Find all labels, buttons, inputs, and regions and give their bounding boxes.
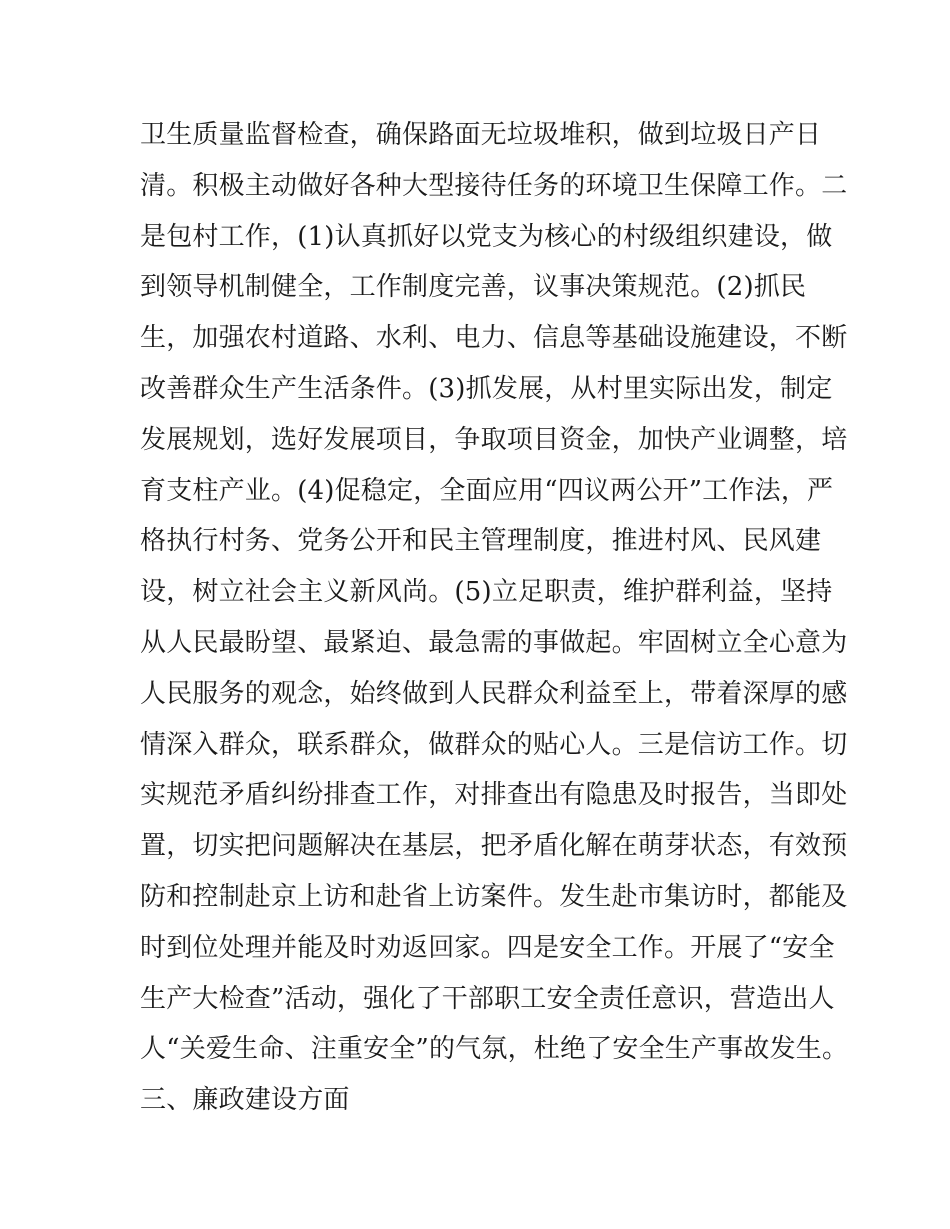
paragraph-line: 设，树立社会主义新风尚。(5)立足职责，维护群利益，坚持: [140, 577, 833, 608]
paragraph-line: 发展规划，选好发展项目，争取项目资金，加快产业调整，培: [140, 424, 848, 455]
paragraph-line: 是包村工作，(1)认真抓好以党支为核心的村级组织建设，做: [140, 221, 833, 252]
section-heading: 三、廉政建设方面: [140, 1085, 350, 1116]
paragraph-line: 生，加强农村道路、水利、电力、信息等基础设施建设，不断: [140, 323, 848, 354]
document-page: [140, 110, 849, 1126]
paragraph-line: 实规范矛盾纠纷排查工作，对排查出有隐患及时报告，当即处: [140, 780, 848, 811]
paragraph-line: 格执行村务、党务公开和民主管理制度，推进村风、民风建: [140, 526, 822, 557]
paragraph-line: 卫生质量监督检查，确保路面无垃圾堆积，做到垃圾日产日: [140, 120, 822, 150]
paragraph-line: 生产大检查”活动，强化了干部职工安全责任意识，营造出人: [140, 983, 835, 1014]
paragraph-line: 育支柱产业。(4)促稳定，全面应用“四议两公开”工作法，严: [140, 475, 834, 506]
paragraph-line: 防和控制赴京上访和赴省上访案件。发生赴市集访时，都能及: [140, 881, 848, 912]
paragraph-line: 人“关爱生命、注重安全”的气氛，杜绝了安全生产事故发生。: [140, 1034, 849, 1065]
paragraph-line: 从人民最盼望、最紧迫、最急需的事做起。牢固树立全心意为: [140, 627, 848, 658]
paragraph-line: 时到位处理并能及时劝返回家。四是安全工作。开展了“安全: [140, 932, 835, 963]
paragraph-line: 人民服务的观念，始终做到人民群众利益至上，带着深厚的感: [140, 678, 848, 709]
paragraph-line: 改善群众生产生活条件。(3)抓发展，从村里实际出发，制定: [140, 373, 833, 404]
paragraph-line: 情深入群众，联系群众，做群众的贴心人。三是信访工作。切: [140, 729, 848, 760]
paragraph-line: 置，切实把问题解决在基层，把矛盾化解在萌芽状态，有效预: [140, 831, 848, 862]
paragraph-line: 清。积极主动做好各种大型接待任务的环境卫生保障工作。二: [140, 170, 848, 201]
paragraph-line: 到领导机制健全，工作制度完善，议事决策规范。(2)抓民: [140, 272, 807, 303]
